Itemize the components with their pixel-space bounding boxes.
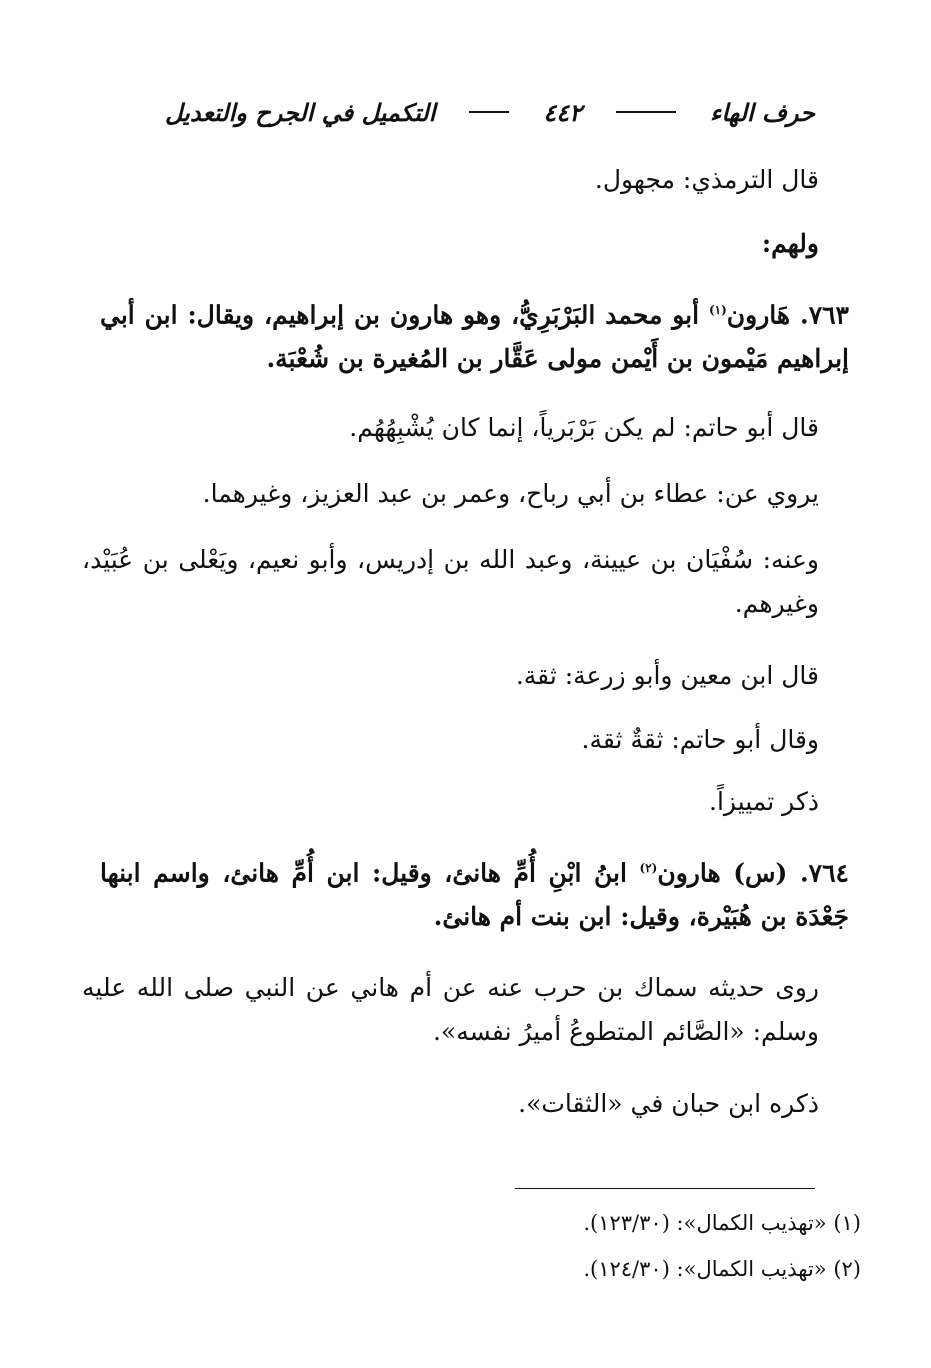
footnote: (١) «تهذيب الكمال»: (١٢٣/٣٠). bbox=[583, 1211, 861, 1235]
header-rule bbox=[469, 111, 509, 113]
footnote-separator bbox=[515, 1188, 815, 1189]
paragraph: ذكر تمييزاً. bbox=[709, 787, 819, 816]
paragraph: وقال أبو حاتم: ثقةٌ ثقة. bbox=[581, 725, 819, 754]
entry-number: ٧٦٣. bbox=[799, 300, 849, 330]
entry-name: (س) هارون bbox=[657, 858, 788, 888]
paragraph: قال ابن معين وأبو زرعة: ثقة. bbox=[515, 661, 819, 690]
paragraph: وعنه: سُفْيَان بن عيينة، وعبد الله بن إدريس، وأبو نعيم، ويَعْلى بن عُبَيْد، وغيرهم. bbox=[82, 545, 819, 618]
entry-number: ٧٦٤. bbox=[799, 858, 849, 888]
footnote-ref: (١) bbox=[708, 303, 727, 317]
section-heading: ولهم: bbox=[761, 229, 819, 258]
header-book-title: التكميل في الجرح والتعديل bbox=[165, 97, 436, 127]
header-chapter-title: حرف الهاء bbox=[710, 97, 815, 127]
entry-name: هَارون bbox=[726, 300, 791, 330]
paragraph: ذكره ابن حبان في «الثقات». bbox=[518, 1089, 819, 1118]
entry-body: ابنُ ابْنِ أُمِّ هانئ، وقيل: ابن أُمِّ هانئ، واسم ابنها جَعْدَة بن هُبَيْرة، وقيل: ابن بنت أم هانئ. bbox=[100, 858, 849, 932]
entry-763 bbox=[100, 288, 849, 381]
page-number: ٤٤٢ bbox=[543, 97, 583, 127]
footnote-ref: (٢) bbox=[639, 861, 658, 875]
running-header bbox=[165, 92, 815, 132]
paragraph: قال الترمذي: مجهول. bbox=[594, 165, 819, 194]
footnote: (٢) «تهذيب الكمال»: (١٢٤/٣٠). bbox=[583, 1257, 861, 1281]
paragraph: روى حديثه سماك بن حرب عنه عن أم هاني عن النبي صلى الله عليه وسلم: «الصَّائم المتطوعُ أميرُ نفسه». bbox=[82, 973, 819, 1046]
paragraph: قال أبو حاتم: لم يكن بَرْبَرياً، إنما كان يُشْبِهُهُم. bbox=[349, 413, 819, 442]
entry-body: أبو محمد البَرْبَرِيُّ، وهو هارون بن إبراهيم، ويقال: ابن أبي إبراهيم مَيْمون بن أَيْمن مولى عَقَّار بن المُغيرة بن شُعْبَة. bbox=[100, 300, 849, 374]
entry-764 bbox=[100, 846, 849, 939]
header-rule bbox=[616, 111, 676, 113]
paragraph: يروي عن: عطاء بن أبي رباح، وعمر بن عبد العزيز، وغيرهما. bbox=[202, 479, 819, 508]
